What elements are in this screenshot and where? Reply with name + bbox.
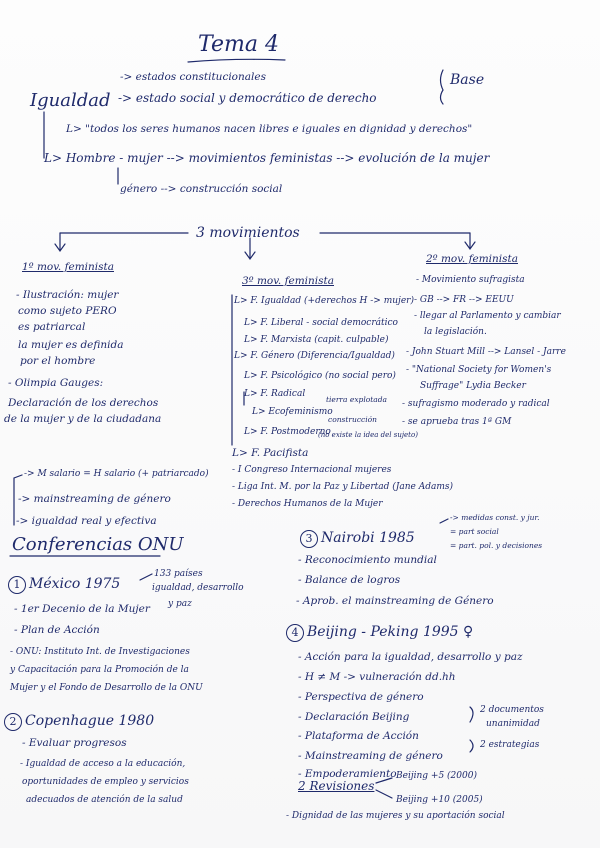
mexico-side: igualdad, desarrollo	[152, 583, 244, 593]
list-item: - Empoderamiento	[298, 768, 397, 780]
list-item: - Liga Int. M. por la Paz y Libertad (Jane Adams)	[232, 482, 453, 492]
list-item: - Olimpia Gauges:	[8, 377, 104, 389]
estados-constitucionales: -> estados constitucionales	[120, 71, 266, 83]
movimientos-header: 3 movimientos	[196, 225, 300, 241]
list-item: - se aprueba tras 1ª GM	[402, 417, 512, 427]
page-title: Tema 4	[198, 32, 279, 57]
list-item: - Evaluar progresos	[22, 737, 127, 749]
list-item: - Mainstreaming de género	[298, 750, 443, 762]
list-item: L> F. Psicológico (no social pero)	[244, 371, 396, 381]
list-item: - llegar al Parlamento y cambiar	[414, 311, 561, 321]
list-item: - I Congreso Internacional mujeres	[232, 465, 392, 475]
conferencias-heading: Conferencias ONU	[12, 534, 184, 555]
revision-item: Beijing +5 (2000)	[396, 771, 477, 781]
nairobi-title: Nairobi 1985	[321, 530, 415, 546]
igualdad-heading: Igualdad	[30, 90, 111, 111]
beijing-note: unanimidad	[486, 719, 540, 729]
list-item: la mujer es definida	[18, 339, 124, 351]
list-item: - Derechos Humanos de la Mujer	[232, 499, 383, 509]
list-item: L> F. Marxista (capit. culpable)	[244, 335, 389, 345]
mov3-title: 3º mov. feminista	[242, 275, 334, 287]
genero-line: género --> construcción social	[120, 183, 283, 195]
list-item: L> F. Género (Diferencia/Igualdad)	[234, 351, 395, 361]
list-item: adecuados de atención de la salud	[26, 795, 183, 805]
list-item: - Plan de Acción	[14, 624, 100, 636]
list-item: - 1er Decenio de la Mujer	[14, 603, 150, 615]
nairobi-side: = part social	[450, 527, 499, 536]
beijing-note: 2 documentos	[480, 705, 544, 715]
list-item: - Movimiento sufragista	[416, 275, 525, 285]
list-item: - GB --> FR --> EEUU	[414, 295, 514, 305]
list-item: es patriarcal	[18, 321, 86, 333]
list-item: - "National Society for Women's	[406, 365, 552, 375]
ecofem-note: tierra explotada	[326, 395, 388, 404]
mov1-title: 1º mov. feminista	[22, 261, 114, 273]
list-item: por el hombre	[20, 355, 96, 367]
list-item: - Plataforma de Acción	[298, 730, 419, 742]
list-item: L> F. Radical	[244, 389, 306, 399]
list-item: - Igualdad de acceso a la educación,	[20, 759, 186, 769]
estado-social: -> estado social y democrático de derecho	[118, 91, 377, 105]
copenhague-title: Copenhague 1980	[25, 713, 155, 729]
bullet-mainstreaming: -> mainstreaming de género	[18, 493, 171, 505]
list-item: L> Ecofeminismo	[252, 407, 333, 417]
list-item: - Ilustración: mujer	[16, 289, 119, 301]
number-badge: 4	[286, 624, 304, 642]
list-item: oportunidades de empleo y servicios	[22, 777, 189, 787]
number-badge: 2	[4, 713, 22, 731]
beijing-title: Beijing - Peking 1995 ♀	[307, 624, 474, 640]
revision-item: Beijing +10 (2005)	[396, 795, 483, 805]
list-item: Mujer y el Fondo de Desarrollo de la ONU	[10, 683, 203, 693]
list-item: la legislación.	[424, 327, 487, 337]
list-item: Declaración de los derechos	[8, 397, 159, 409]
list-item: L> F. Igualdad (+derechos H -> mujer)	[234, 296, 414, 306]
nairobi-side: = part. pol. y decisiones	[450, 541, 543, 550]
postmod-note: (no existe la idea del sujeto)	[318, 431, 418, 439]
list-item: - Perspectiva de género	[298, 691, 424, 703]
bullet-igualdad-real: -> igualdad real y efectiva	[16, 515, 157, 527]
list-item: - Acción para la igualdad, desarrollo y paz	[298, 651, 523, 663]
list-item: - Balance de logros	[298, 574, 401, 586]
list-item: como sujeto PERO	[18, 305, 117, 317]
number-badge: 1	[8, 576, 26, 594]
base-label: Base	[450, 72, 485, 88]
list-item: - Dignidad de las mujeres y su aportación social	[286, 811, 505, 821]
list-item: - Reconocimiento mundial	[298, 554, 437, 566]
list-item: y Capacitación para la Promoción de la	[10, 665, 189, 675]
mexico-side: y paz	[168, 599, 192, 609]
hombre-mujer-line: L> Hombre - mujer --> movimientos feministas --> evolución de la mujer	[44, 151, 490, 165]
list-item: - ONU: Instituto Int. de Investigaciones	[10, 647, 190, 657]
beijing-note: 2 estrategias	[480, 740, 540, 750]
bullet-salario: -> M salario = H salario (+ patriarcado)	[24, 469, 209, 479]
mexico-side: 133 países	[154, 569, 203, 579]
list-item: L> F. Pacifista	[232, 447, 309, 459]
list-item: - John Stuart Mill --> Lansel - Jarre	[406, 347, 566, 357]
list-item: Suffrage" Lydia Becker	[420, 381, 526, 391]
list-item: L> F. Postmoderno	[244, 427, 331, 437]
quote-derechos: L> "todos los seres humanos nacen libres e iguales en dignidad y derechos"	[66, 123, 473, 135]
list-item: - Aprob. el mainstreaming de Género	[296, 595, 494, 607]
ecofem-note: construcción	[328, 415, 377, 424]
mov2-title: 2º mov. feminista	[426, 253, 518, 265]
revisiones-label: 2 Revisiones	[298, 779, 375, 793]
list-item: de la mujer y de la ciudadana	[4, 413, 162, 425]
number-badge: 3	[300, 530, 318, 548]
list-item: - sufragismo moderado y radical	[402, 399, 550, 409]
list-item: - H ≠ M -> vulneración dd.hh	[298, 671, 456, 683]
list-item: L> F. Liberal - social democrático	[244, 318, 398, 328]
nairobi-side: -> medidas const. y jur.	[450, 513, 540, 522]
mexico-title: México 1975	[29, 576, 121, 592]
list-item: - Declaración Beijing	[298, 711, 410, 723]
